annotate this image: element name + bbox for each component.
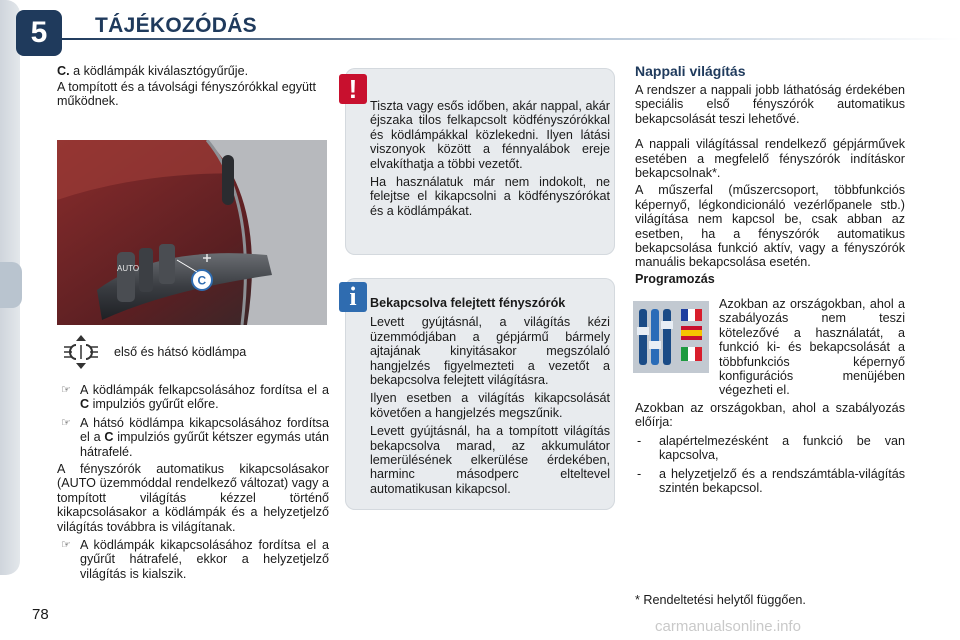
left-intro-c: C. a ködlámpák kiválasztógyűrűje. xyxy=(57,64,249,78)
daylight-text-1: A rendszer a nappali jobb láthatóság érdekében speciális első fényszórók automatikus bekapcsolását teszi lehetővé. xyxy=(635,83,905,126)
info-text-2: Ilyen esetben a világítás kikapcsolását követően a hangjelzés megszűnik. xyxy=(370,391,610,420)
daylight-heading: Nappali világítás xyxy=(635,63,746,79)
programming-heading: Programozás xyxy=(635,271,715,286)
side-tab-notch xyxy=(0,262,22,308)
auto-off-paragraph: A fényszórók automatikus kikapcsolásakor (AUTO üzemmóddal rendelkező változat) vagy a tompított világítás kézzel történő kikapcsolásakor a ködlámpák és a helyzetjelző világítás továbbra is világítanak. xyxy=(57,462,329,534)
watermark: carmanualsonline.info xyxy=(655,618,801,635)
warning-text-1: Tiszta vagy esős időben, akár nappal, akár éjszaka tilos felkapcsolt ködfényszórókkal és ködlámpákkal közlekedni. Ilyen látási viszonyok között a fénnyalábok ereje elvakíthatja a többi vezetőt. xyxy=(370,99,610,171)
page-title: TÁJÉKOZÓDÁS xyxy=(95,14,257,37)
daylight-text-2: A nappali világítással rendelkező gépjárművek esetében a megfelelő fényszórók indításkor bekapcsolnak*. xyxy=(635,137,905,181)
chapter-number: 5 xyxy=(16,10,62,56)
regulation-dash-1: - alapértelmezésként a funkció be van kapcsolva, xyxy=(637,433,905,463)
auto-label: AUTO xyxy=(117,264,140,273)
fog-lamp-icon xyxy=(62,333,100,376)
info-text-1: Levett gyújtásnál, a világítás kézi üzemmódjában a gépjármű bármely ajtajának kinyitásakor megszólaló hangjelzés figyelmezteti a vezetőt a bekapcsolva felejtett világításra. xyxy=(370,315,610,388)
fog-bullet-rear: ☞ A hátsó ködlámpa kikapcsolásához fordítsa el a C impulziós gyűrűt kétszer egymás után hátrafelé. xyxy=(61,415,330,459)
stalk-photo xyxy=(57,140,327,325)
regulation-dash-2: - a helyzetjelző és a rendszámtábla-világítás szintén bekapcsol. xyxy=(637,466,905,496)
fog-bullet-off: ☞ A ködlámpák kikapcsolásához fordítsa el a gyűrűt hátrafelé, ekkor a helyzetjelző világítás is kialszik. xyxy=(61,538,329,581)
page-number: 78 xyxy=(32,606,49,623)
left-intro-combined: A tompított és a távolsági fényszórókkal együtt működnek. xyxy=(57,80,317,109)
programming-text: Azokban az országokban, ahol a szabályozás nem teszi kötelezővé a használatát, a funkció ki- és bekapcsolását a többfunkciós képernyő konfigurációs menüjében végezheti el. xyxy=(719,297,905,398)
config-menu-thumbnail xyxy=(633,301,709,373)
title-underline xyxy=(62,38,960,40)
warning-icon: ! xyxy=(339,74,367,104)
daylight-text-3: A műszerfal (műszercsoport, többfunkciós képernyő, légkondicionáló vezérlőpanele stb.) világítása nem kapcsol be, csak abban az esetben, ha a fényszórók automatikus bekapcsolása funkció aktív, vagy a fényszórók manuális bekapcsolása esetén. xyxy=(635,183,905,270)
info-title: Bekapcsolva felejtett fényszórók xyxy=(370,296,566,310)
fog-icon-caption: első és hátsó ködlámpa xyxy=(114,345,247,359)
warning-text-2: Ha használatuk már nem indokolt, ne felejtse el kikapcsolni a ködfényszórókat és a ködlámpákat. xyxy=(370,175,610,218)
info-text-3: Levett gyújtásnál, ha a tompított világítás bekapcsolva marad, az akkumulátor lemerülésének elkerülése érdekében, harminc másodperc elteltevel automatikusan kikapcsol. xyxy=(370,424,610,496)
regulation-text: Azokban az országokban, ahol a szabályozás előírja: xyxy=(635,401,905,430)
fog-bullet-front: ☞ A ködlámpák felkapcsolásához fordítsa el a C impulziós gyűrűt előre. xyxy=(61,383,329,412)
footnote: * Rendeltetési helytől függően. xyxy=(635,593,806,607)
c-callout-label: C xyxy=(197,273,207,288)
info-icon: i xyxy=(339,282,367,312)
